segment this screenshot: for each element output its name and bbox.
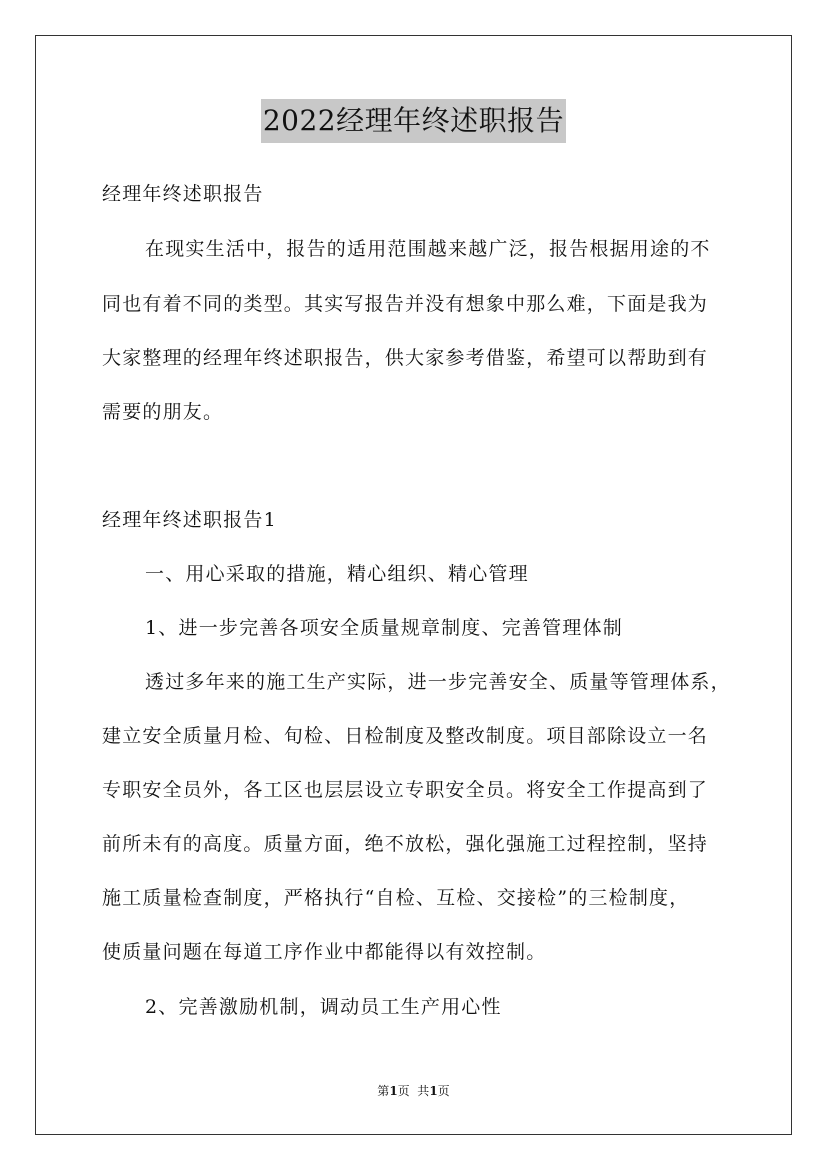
- paragraph-1-line-4: 前所未有的高度。质量方面，绝不放松，强化强施工过程控制，坚持: [102, 833, 709, 855]
- footer-total-pages: 1: [429, 1084, 438, 1098]
- paragraph-1-line-1: 透过多年来的施工生产实际，进一步完善安全、质量等管理体系，: [145, 671, 731, 693]
- title-container: [0, 99, 827, 143]
- intro-line-2: 同也有着不同的类型。其实写报告并没有想象中那么难，下面是我为: [102, 293, 709, 315]
- subheading-1: 1、进一步完善各项安全质量规章制度、完善管理体制: [145, 617, 623, 639]
- heading-1: 一、用心采取的措施，精心组织、精心管理: [145, 563, 529, 585]
- document-subtitle: 经理年终述职报告: [102, 183, 264, 205]
- intro-line-1: 在现实生活中，报告的适用范围越来越广泛，报告根据用途的不: [145, 238, 711, 260]
- section-title: 经理年终述职报告1: [102, 509, 277, 531]
- footer-suffix: 页: [437, 1084, 450, 1098]
- paragraph-1-line-2: 建立安全质量月检、旬检、日检制度及整改制度。项目部除设立一名: [102, 725, 709, 747]
- paragraph-1-line-6: 使质量问题在每道工序作业中都能得以有效控制。: [102, 941, 547, 963]
- paragraph-1-line-5: 施工质量检查制度，严格执行“自检、互检、交接检”的三检制度，: [102, 887, 690, 909]
- footer-prefix: 第: [377, 1084, 390, 1098]
- subheading-2: 2、完善激励机制，调动员工生产用心性: [145, 996, 502, 1018]
- page-footer: [0, 1083, 827, 1099]
- footer-page-number: 1: [389, 1084, 398, 1098]
- document-title: 2022经理年终述职报告: [261, 99, 566, 143]
- intro-line-3: 大家整理的经理年终述职报告，供大家参考借鉴，希望可以帮助到有: [102, 347, 709, 369]
- footer-middle: 页 共: [397, 1084, 430, 1098]
- paragraph-1-line-3: 专职安全员外，各工区也层层设立专职安全员。将安全工作提高到了: [102, 779, 709, 801]
- intro-line-4: 需要的朋友。: [102, 401, 224, 423]
